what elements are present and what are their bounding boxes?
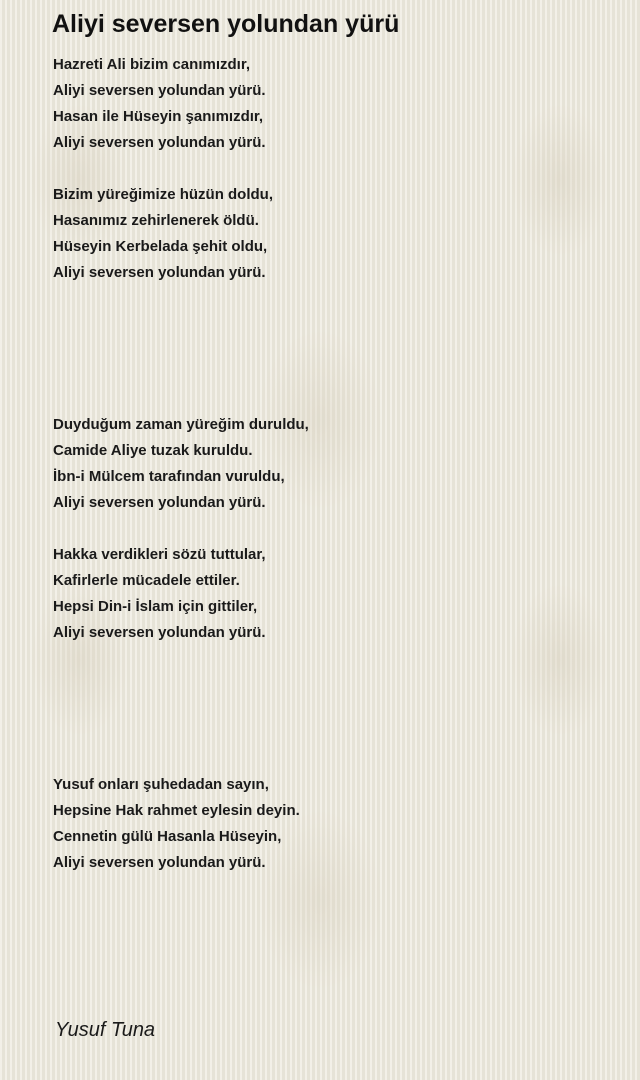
stanza-2 [53, 182, 613, 286]
poem-line: Hepsi Din-i İslam için gittiler, [53, 598, 258, 615]
section-gap [53, 286, 613, 412]
stanza-gap [53, 156, 613, 182]
poem-line: Aliyi seversen yolundan yürü. [53, 494, 266, 511]
poem-line: Hepsine Hak rahmet eylesin deyin. [53, 802, 300, 819]
poem-body [53, 52, 613, 876]
poem-line: Yusuf onları şuhedadan sayın, [53, 776, 269, 793]
poem-line: Camide Aliye tuzak kuruldu. [53, 442, 253, 459]
poem-line: Kafirlerle mücadele ettiler. [53, 572, 240, 589]
poem-line: Hüseyin Kerbelada şehit oldu, [53, 238, 268, 255]
poem-line: Aliyi seversen yolundan yürü. [53, 264, 266, 281]
poem-line: Aliyi seversen yolundan yürü. [53, 854, 266, 871]
stanza-1 [53, 52, 613, 156]
poem-line: Aliyi seversen yolundan yürü. [53, 82, 266, 99]
stanza-gap [53, 516, 613, 542]
poem-line: Hazreti Ali bizim canımızdır, [53, 56, 250, 73]
poem-line: İbn-i Mülcem tarafından vuruldu, [53, 468, 285, 485]
poem-author: Yusuf Tuna [55, 1019, 156, 1041]
poem-line: Aliyi seversen yolundan yürü. [53, 134, 266, 151]
poem-line: Bizim yüreğimize hüzün doldu, [53, 186, 274, 203]
poem-title: Aliyi seversen yolundan yürü [52, 10, 400, 38]
poem-line: Duyduğum zaman yüreğim duruldu, [53, 416, 309, 433]
poem-line: Hasanımız zehirlenerek öldü. [53, 212, 259, 229]
stanza-4 [53, 542, 613, 646]
stanza-5 [53, 772, 613, 876]
poem-line: Hasan ile Hüseyin şanımızdır, [53, 108, 264, 125]
stanza-3 [53, 412, 613, 516]
poem-line: Aliyi seversen yolundan yürü. [53, 624, 266, 641]
section-gap [53, 646, 613, 772]
poem-line: Hakka verdikleri sözü tuttular, [53, 546, 266, 563]
poem-line: Cennetin gülü Hasanla Hüseyin, [53, 828, 282, 845]
